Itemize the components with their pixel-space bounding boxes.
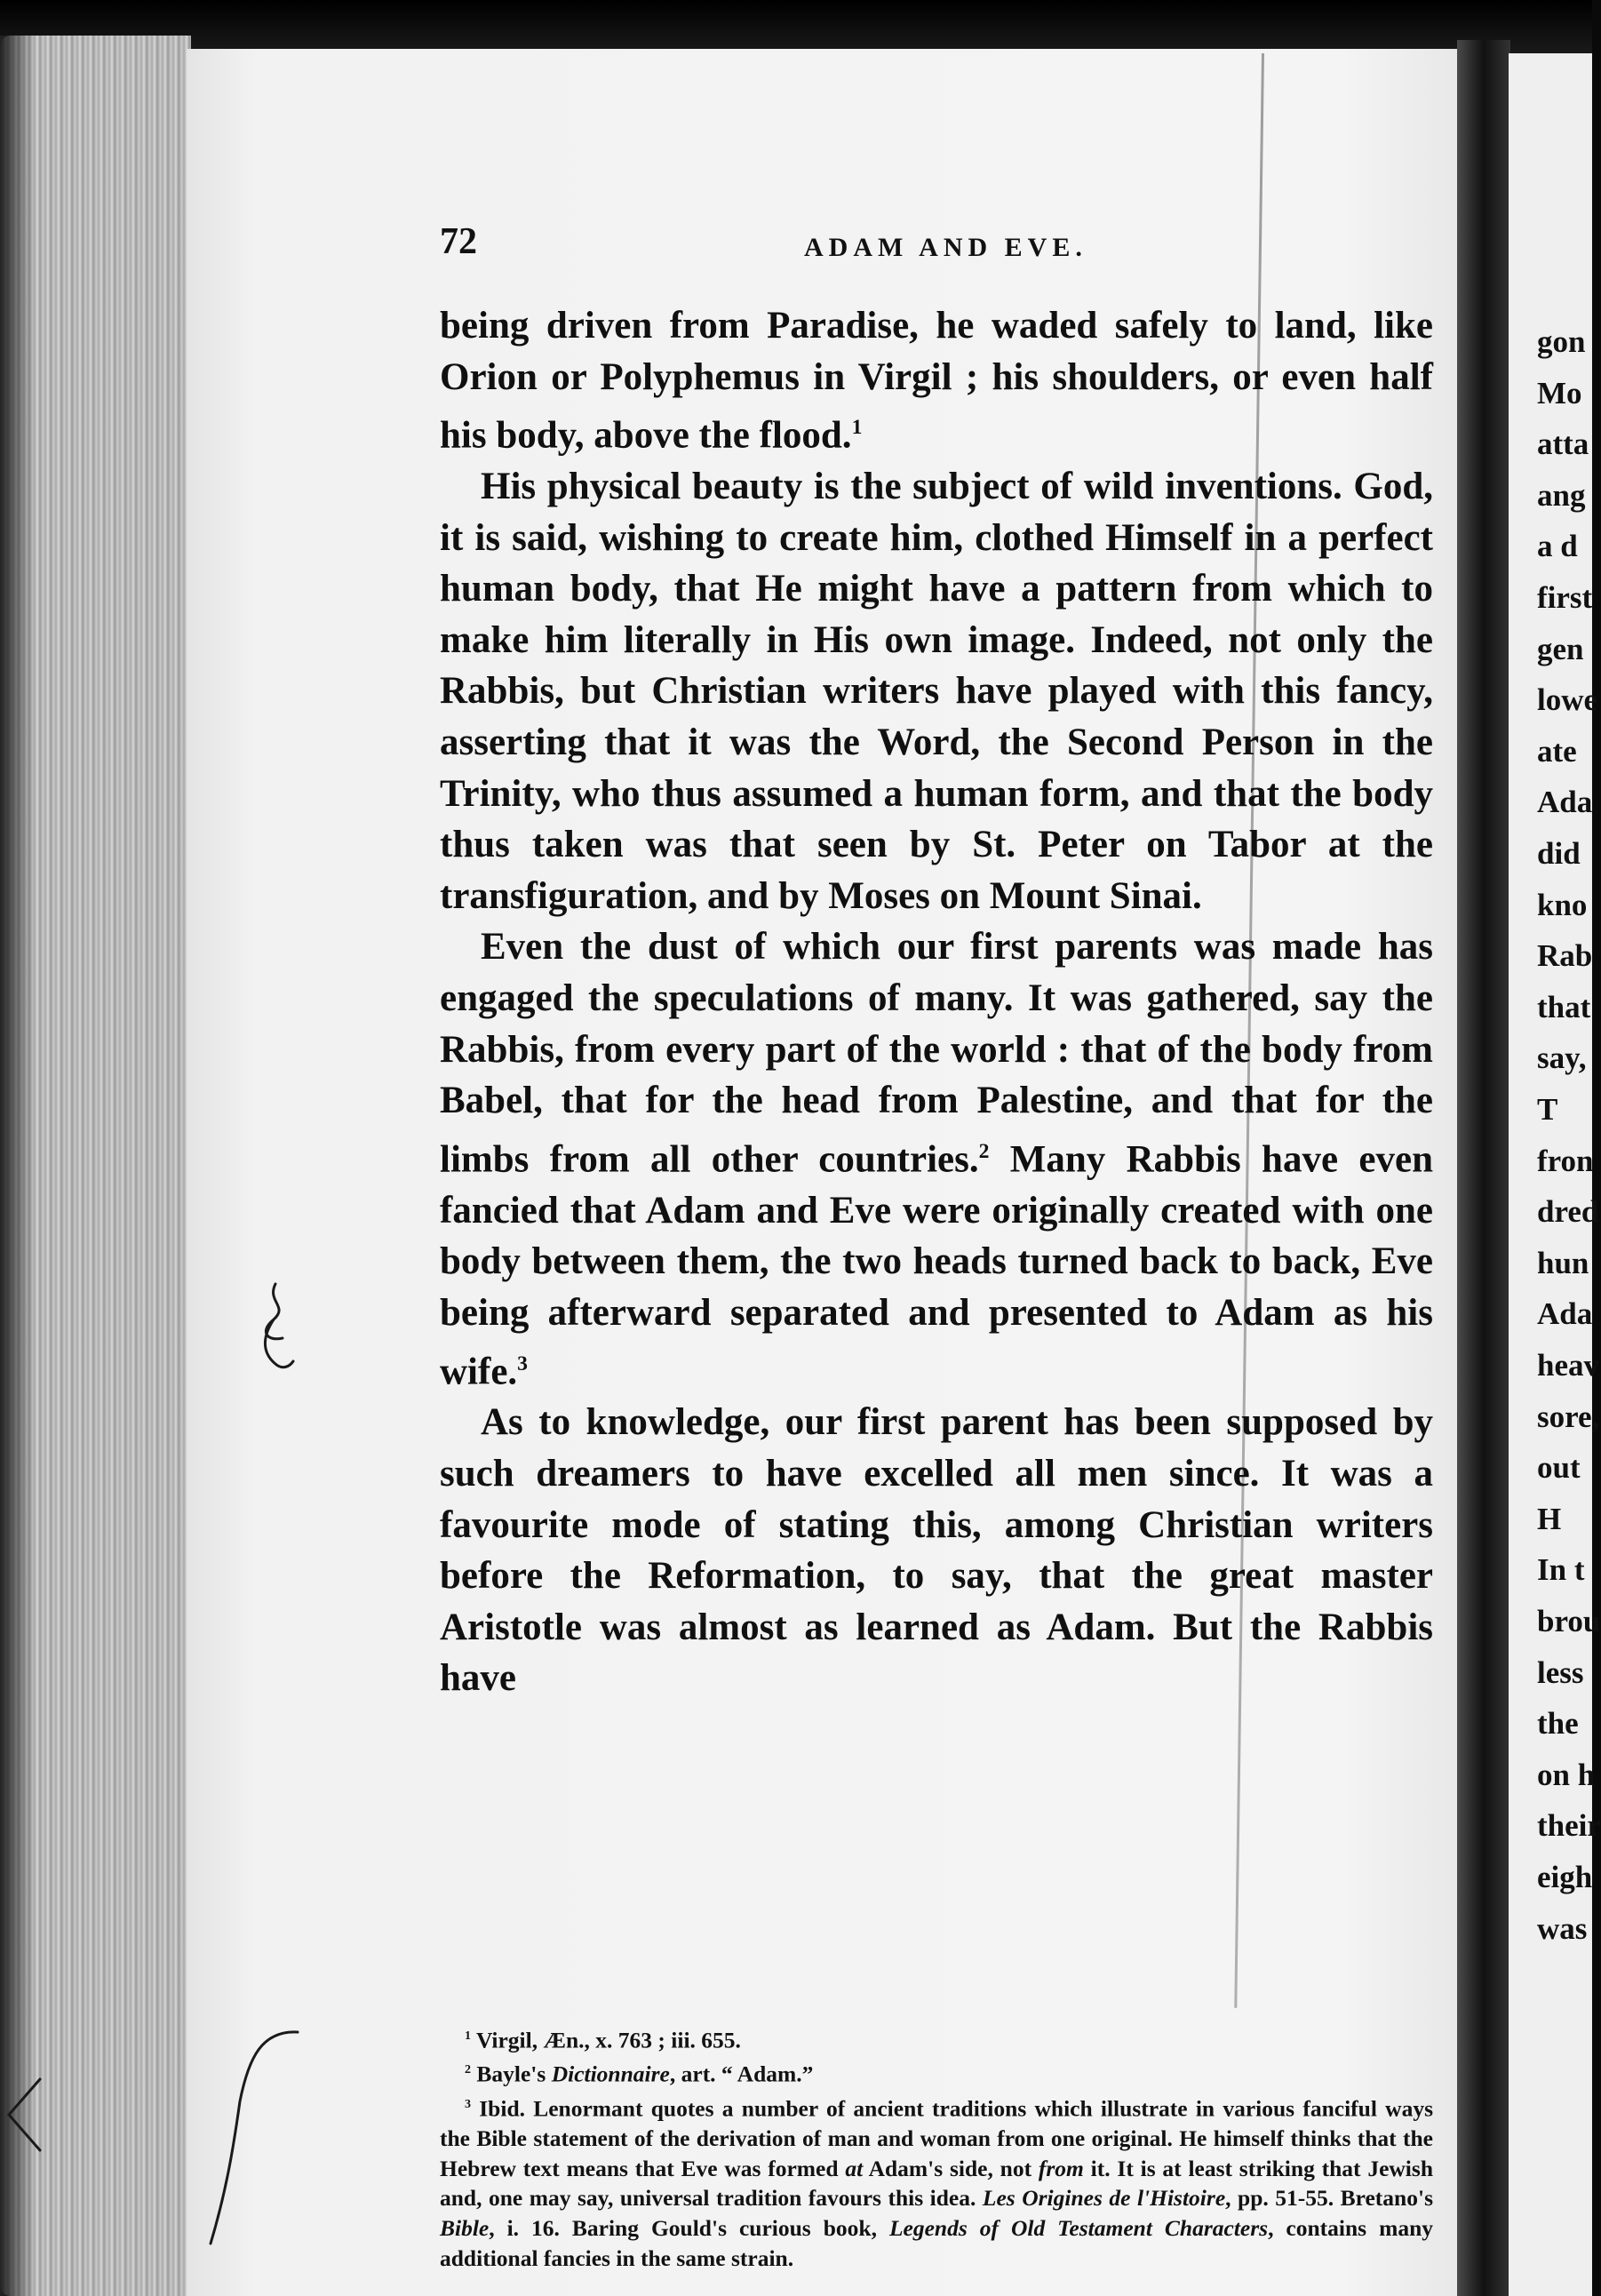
book-gutter: [1457, 40, 1510, 2296]
paragraph-3: Even the dust of which our first parents was made has engaged the speculations of many. It was gathered, say the Rabbis, from every part of the world : that of the body from Babel, that for the head from Palestine, and that for the limbs from all other countries.$^2$ Many Rabbis have even fancied that Adam and Eve were originally created with one body between them, the two heads turned back to back, Eve being afterward separated and presented to Adam as his wife.$^3$: [440, 926, 1433, 1392]
facing-page-fragment-line: Ada: [1537, 785, 1593, 820]
facing-page-fragment-line: did: [1537, 836, 1581, 871]
paragraph-4: As to knowledge, our first parent has been supposed by such dreamers to have excelled all men since. It was a favourite mode of stating this, among Christian writers before the Reformation, to say, that the great master Aristotle was almost as learned as Adam. But the Rabbis have: [440, 1401, 1433, 1700]
facing-page-fragment-line: gen: [1537, 631, 1584, 666]
facing-page-fragment: [1509, 53, 1601, 2296]
facing-page-fragment-line: In t: [1537, 1552, 1585, 1588]
footnote-ref-3: 3: [517, 1351, 528, 1375]
facing-page-fragment-line: first: [1537, 580, 1593, 615]
margin-corner-mark: [0, 2070, 44, 2159]
facing-page-fragment-line: ate: [1537, 733, 1577, 769]
footnote-1: $^1$ Virgil, Æn., x. 763 ; iii. 655.: [465, 2027, 741, 2053]
facing-page-fragment-line: on h: [1537, 1757, 1596, 1792]
footnote-ref-1: 1: [851, 416, 863, 440]
facing-page-fragment-line: gon: [1537, 324, 1586, 359]
facing-page-fragment-line: brou: [1537, 1604, 1601, 1638]
facing-page-fragment-line: hun: [1537, 1245, 1589, 1280]
footnote-3: $^3$ Ibid. Lenormant quotes a number of ancient traditions which illustrate in various fanciful ways the Bible statement of the derivation of man and woman from one original. He himself thinks that the Hebrew text means that Eve was formed at Adam's side, not from it. It is at least striking that Jewish and, one may say, universal tradition favours this idea. Les Origines de l'Histoire, pp. 51-55. Bretano's Bible, i. 16. Baring Gould's curious book, Legends of Old Testament Characters, contains many additional fancies in the same strain.: [440, 2095, 1434, 2272]
facing-page-fragment-line: ang: [1537, 477, 1586, 513]
running-title: ADAM AND EVE.: [804, 233, 1087, 262]
facing-page-fragment-line: their: [1537, 1808, 1601, 1844]
book-page-edges: [0, 36, 191, 2296]
facing-page-fragment-line: kno: [1537, 887, 1588, 922]
facing-page-fragment-line: that: [1537, 989, 1591, 1024]
facing-page-fragment-line: Mo: [1537, 375, 1582, 411]
footnote-ref-2: 2: [978, 1139, 990, 1163]
body-text: [440, 300, 1433, 1704]
facing-page-fragment-line: a d: [1537, 529, 1578, 564]
facing-page-fragment-line: heav: [1537, 1348, 1599, 1383]
paragraph-2: His physical beauty is the subject of wild inventions. God, it is said, wishing to create him, clothed Himself in a perfect human body, that He might have a pattern from which to make him literally in His own image. Indeed, not only the Rabbis, but Christian writers have played with this fancy, asserting that it was the Word, the Second Person in the Trinity, who thus assumed a human form, and that the body thus taken was that seen by St. Peter on Tabor at the transfiguration, and by Moses on Mount Sinai.: [440, 466, 1433, 917]
facing-page-fragment-line: dred: [1537, 1194, 1599, 1230]
facing-page-fragment-line: the: [1537, 1706, 1579, 1742]
facing-page-fragment-line: atta: [1537, 427, 1589, 462]
facing-page-fragment-line: fron: [1537, 1143, 1594, 1178]
facing-page-fragment-line: was: [1537, 1910, 1588, 1946]
facing-page-fragment-line: less: [1537, 1654, 1584, 1690]
margin-squiggle-mark: [240, 1280, 311, 1377]
facing-page-fragment-line: T: [1537, 1092, 1558, 1127]
margin-bracket-mark: [0, 2257, 18, 2275]
facing-page-fragment-line: say,: [1537, 1040, 1587, 1076]
facing-page-fragment-line: Ada: [1537, 1296, 1593, 1332]
facing-page-fragment-line: H: [1537, 1501, 1562, 1536]
facing-page-fragment-line: Rab: [1537, 938, 1593, 974]
facing-page-fragment-line: lowe: [1537, 682, 1598, 718]
page-number: 72: [440, 221, 477, 262]
scan-top-shadow: [0, 0, 1592, 53]
facing-page-fragment-line: out: [1537, 1450, 1581, 1486]
page-header: [440, 220, 1435, 274]
footnote-2: $^2$ Bayle's Dictionnaire, art. “ Adam.”: [465, 2061, 814, 2087]
facing-page-fragment-line: eigh: [1537, 1860, 1593, 1894]
paragraph-1: being driven from Paradise, he waded safely to land, like Orion or Polyphemus in Virgil ; his shoulders, or even half his body, above the flood.$^1$: [440, 305, 1433, 457]
margin-curve-mark: [200, 2021, 307, 2288]
facing-page-fragment-line: sore,: [1537, 1399, 1600, 1434]
footnotes: [440, 2021, 1433, 2274]
